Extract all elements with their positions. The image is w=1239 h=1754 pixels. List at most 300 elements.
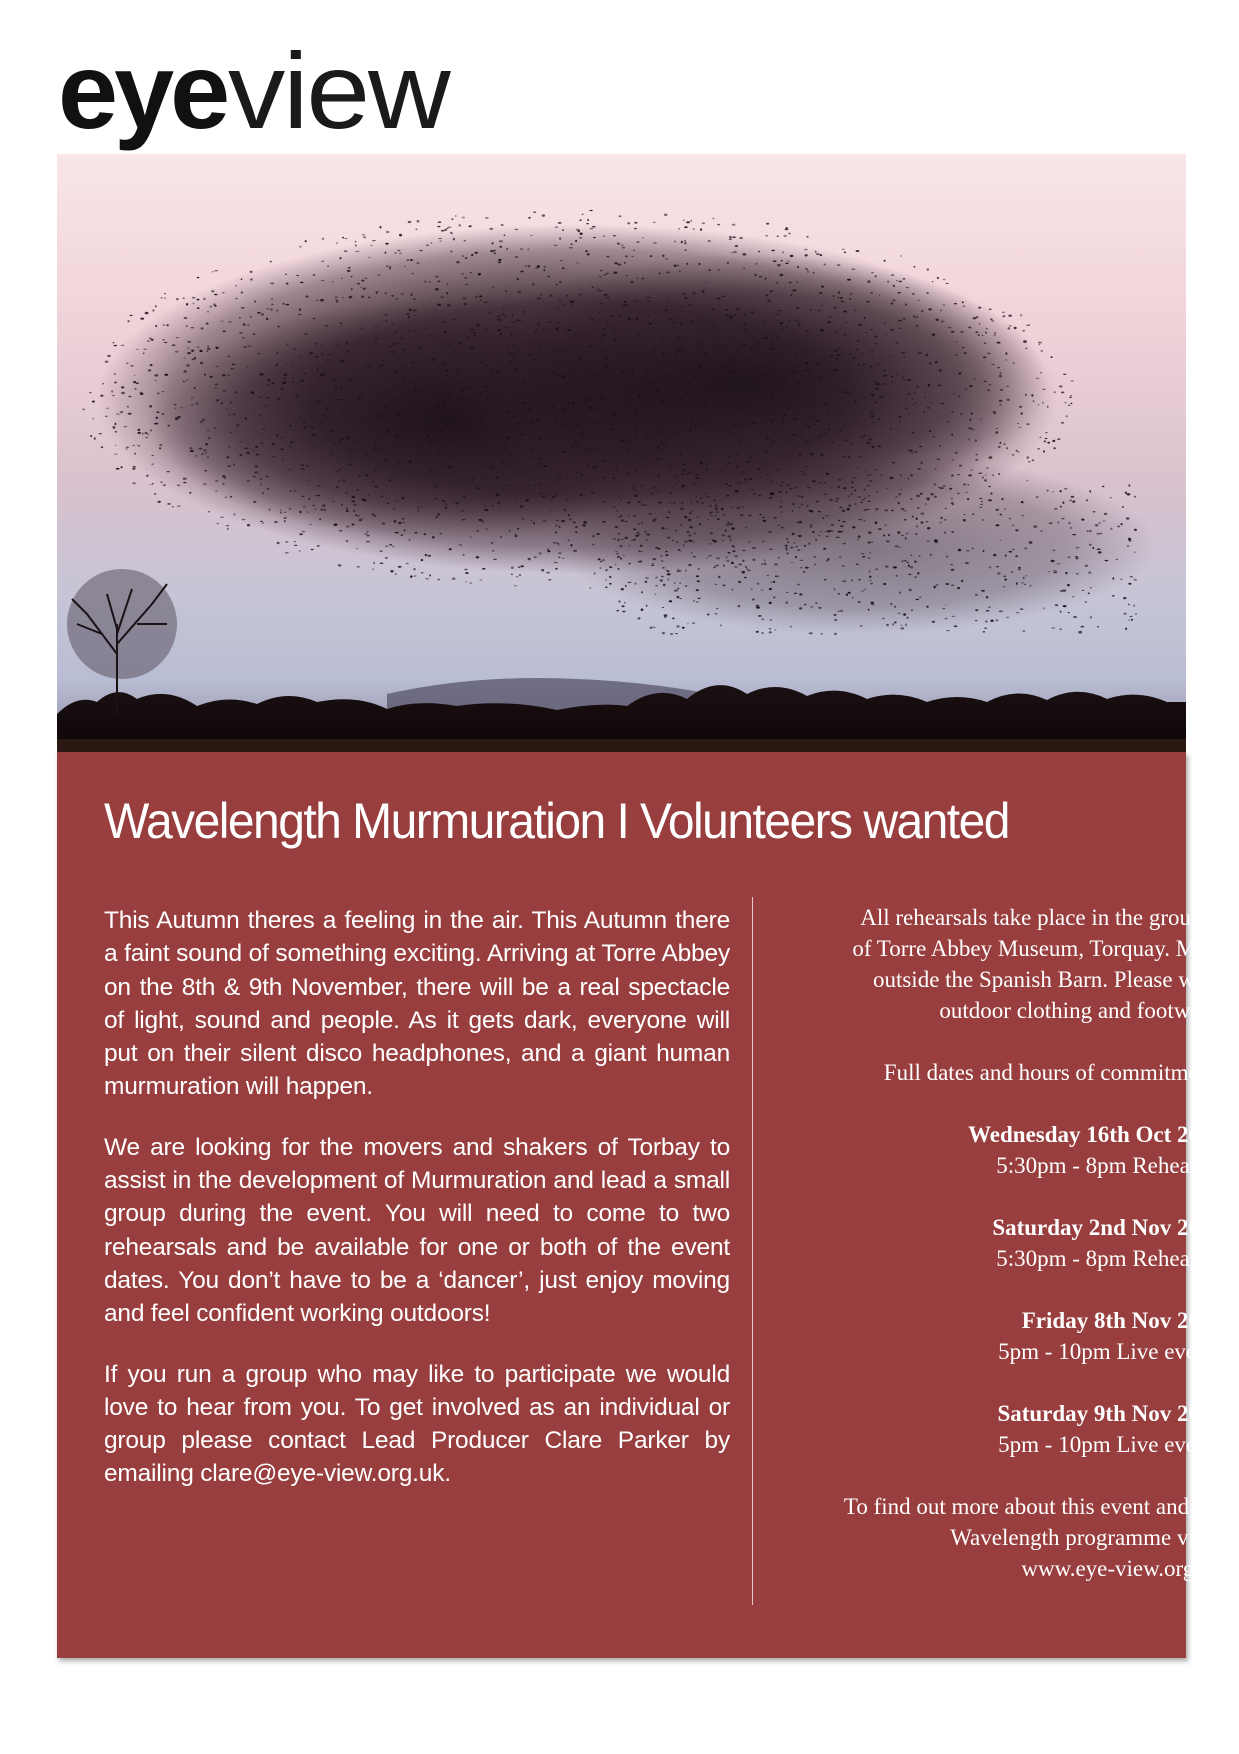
bird-speck xyxy=(878,383,881,385)
bird-speck xyxy=(972,513,974,515)
bird-speck xyxy=(393,508,396,510)
bird-speck xyxy=(870,602,874,604)
bird-speck xyxy=(480,476,482,478)
bird-speck xyxy=(517,319,519,322)
bird-speck xyxy=(494,380,498,381)
bird-speck xyxy=(657,490,660,491)
bird-speck xyxy=(642,377,645,379)
bird-speck xyxy=(633,529,636,531)
bird-speck xyxy=(603,477,605,479)
bird-speck xyxy=(792,434,796,436)
bird-speck xyxy=(884,525,886,526)
bird-speck xyxy=(664,617,666,619)
bird-speck xyxy=(1068,556,1071,558)
bird-speck xyxy=(823,548,826,550)
bird-speck xyxy=(618,533,620,535)
bird-speck xyxy=(298,314,301,315)
bird-speck xyxy=(394,252,396,254)
bird-speck xyxy=(567,407,569,408)
bird-speck xyxy=(865,497,867,499)
bird-speck xyxy=(207,346,209,347)
bird-speck xyxy=(658,459,661,460)
bird-speck xyxy=(552,407,554,409)
bird-speck xyxy=(579,237,583,238)
bird-speck xyxy=(709,512,712,514)
bird-speck xyxy=(148,369,151,371)
bird-speck xyxy=(720,625,722,627)
bird-speck xyxy=(221,402,223,404)
bird-speck xyxy=(1049,522,1053,524)
bird-speck xyxy=(590,228,594,230)
bird-speck xyxy=(520,271,523,273)
bird-speck xyxy=(228,446,230,448)
bird-speck xyxy=(731,507,734,508)
bird-speck xyxy=(421,572,424,574)
bird-speck xyxy=(771,403,773,405)
bird-speck xyxy=(772,440,774,442)
bird-speck xyxy=(1038,404,1040,405)
bird-speck xyxy=(728,535,731,537)
bird-speck xyxy=(777,313,779,315)
bird-speck xyxy=(652,558,656,560)
bird-speck xyxy=(1003,576,1006,578)
bird-speck xyxy=(633,515,635,517)
bird-speck xyxy=(886,624,889,626)
bird-speck xyxy=(603,274,606,276)
bird-speck xyxy=(518,291,521,294)
bird-speck xyxy=(360,328,363,329)
bird-speck xyxy=(769,347,772,350)
bird-speck xyxy=(341,438,344,440)
bird-speck xyxy=(946,421,949,423)
bird-speck xyxy=(1045,438,1048,439)
bird-speck xyxy=(571,426,573,428)
bird-speck xyxy=(837,297,839,298)
bird-speck xyxy=(878,528,881,530)
bird-speck xyxy=(1000,540,1002,541)
bird-speck xyxy=(514,380,516,381)
bird-speck xyxy=(368,257,370,258)
bird-speck xyxy=(317,495,320,496)
bird-speck xyxy=(485,528,488,530)
event-time: 5pm - 10pm Live events xyxy=(998,1339,1223,1364)
bird-speck xyxy=(367,365,370,367)
bird-speck xyxy=(332,501,335,502)
bird-speck xyxy=(147,340,150,342)
bird-speck xyxy=(299,550,301,551)
bird-speck xyxy=(616,510,618,512)
bird-speck xyxy=(325,325,329,326)
bird-speck xyxy=(682,627,685,629)
bird-speck xyxy=(570,369,572,371)
bird-speck xyxy=(1016,582,1018,585)
bird-speck xyxy=(616,610,619,612)
bird-speck xyxy=(584,403,586,405)
bird-speck xyxy=(586,223,589,224)
bird-speck xyxy=(914,451,918,452)
bird-speck xyxy=(927,268,929,270)
bird-speck xyxy=(186,364,190,367)
bird-speck xyxy=(769,628,772,630)
bird-speck xyxy=(443,382,447,383)
bird-speck xyxy=(793,418,797,420)
bird-speck xyxy=(556,375,560,377)
bird-speck xyxy=(535,329,537,330)
bird-speck xyxy=(159,444,162,446)
bird-speck xyxy=(929,362,931,364)
bird-speck xyxy=(340,360,344,362)
bird-speck xyxy=(386,231,390,233)
bird-speck xyxy=(905,624,907,627)
bird-speck xyxy=(568,514,570,516)
bird-speck xyxy=(844,252,846,254)
bird-speck xyxy=(637,561,640,562)
bird-speck xyxy=(1097,626,1099,627)
bird-speck xyxy=(1016,612,1019,613)
bird-speck xyxy=(587,219,589,221)
bird-speck xyxy=(285,552,289,554)
bird-speck xyxy=(461,388,464,390)
bird-speck xyxy=(930,493,933,495)
bird-speck xyxy=(975,331,978,333)
bird-speck xyxy=(710,532,713,534)
bird-speck xyxy=(591,319,594,321)
bird-speck xyxy=(671,392,673,393)
bird-speck xyxy=(348,400,350,401)
bird-speck xyxy=(667,578,669,580)
bird-speck xyxy=(247,480,250,482)
bird-speck xyxy=(455,502,459,504)
bird-speck xyxy=(869,366,872,368)
bird-speck xyxy=(1015,529,1018,531)
bird-speck xyxy=(1128,583,1131,585)
bird-speck xyxy=(631,369,634,371)
bird-speck xyxy=(449,548,452,550)
bird-speck xyxy=(357,283,361,285)
bird-speck xyxy=(257,312,260,314)
bird-speck xyxy=(1018,569,1021,570)
bird-speck xyxy=(437,405,440,407)
bird-speck xyxy=(641,522,643,524)
bird-speck xyxy=(442,403,445,405)
bird-speck xyxy=(140,318,144,320)
bird-speck xyxy=(1071,380,1074,381)
bird-speck xyxy=(851,269,855,270)
bird-speck xyxy=(808,543,810,545)
bird-speck xyxy=(641,504,643,505)
bird-speck xyxy=(1020,314,1022,316)
bird-speck xyxy=(408,316,410,318)
bird-speck xyxy=(792,503,796,505)
bird-speck xyxy=(696,477,700,479)
bird-speck xyxy=(905,537,907,539)
bird-speck xyxy=(625,521,628,522)
bird-speck xyxy=(834,633,837,635)
bird-speck xyxy=(775,576,777,578)
bird-speck xyxy=(962,301,964,303)
bird-speck xyxy=(184,370,187,373)
bird-speck xyxy=(1065,402,1067,403)
bird-speck xyxy=(162,413,164,415)
bird-speck xyxy=(1075,556,1078,557)
bird-speck xyxy=(506,485,508,487)
bird-speck xyxy=(751,489,755,490)
bird-speck xyxy=(809,632,813,634)
bird-speck xyxy=(674,264,677,267)
bird-speck xyxy=(601,460,605,462)
dates-heading: Full dates and hours of commitment: xyxy=(883,1060,1223,1085)
bird-speck xyxy=(581,436,583,438)
bird-speck xyxy=(756,631,759,633)
bird-speck xyxy=(647,315,650,316)
bird-speck xyxy=(498,259,501,261)
bird-speck xyxy=(842,456,846,457)
bird-speck xyxy=(916,495,920,497)
bird-speck xyxy=(159,447,161,449)
bird-speck xyxy=(466,423,468,425)
bird-speck xyxy=(567,373,570,374)
bird-speck xyxy=(381,449,383,450)
bird-speck xyxy=(507,412,510,415)
bird-speck xyxy=(293,348,295,350)
bird-speck xyxy=(385,320,388,321)
bird-speck xyxy=(589,210,592,211)
bird-speck xyxy=(989,566,992,568)
bird-speck xyxy=(567,477,569,479)
bird-speck xyxy=(917,468,921,470)
bird-speck xyxy=(1032,460,1034,462)
bird-speck xyxy=(393,398,395,400)
bird-speck xyxy=(401,349,404,351)
bird-speck xyxy=(759,276,763,277)
bird-speck xyxy=(372,240,376,241)
bird-speck xyxy=(440,296,444,298)
bird-speck xyxy=(451,421,455,422)
bird-speck xyxy=(410,575,413,577)
bird-speck xyxy=(464,277,467,279)
bird-speck xyxy=(1052,491,1054,492)
bird-speck xyxy=(452,456,454,458)
bird-speck xyxy=(795,353,798,355)
bird-speck xyxy=(855,400,857,402)
bird-speck xyxy=(498,329,501,331)
bird-speck xyxy=(357,489,359,491)
bird-speck xyxy=(513,416,515,418)
bird-speck xyxy=(160,481,162,483)
bird-speck xyxy=(375,327,378,328)
bird-speck xyxy=(344,238,347,239)
bird-speck xyxy=(1018,427,1021,428)
bird-speck xyxy=(909,450,913,452)
bird-speck xyxy=(298,356,300,358)
bird-speck xyxy=(808,426,810,428)
bird-speck xyxy=(320,423,324,424)
bird-speck xyxy=(403,412,406,414)
bird-speck xyxy=(796,307,799,309)
bird-speck xyxy=(1047,490,1049,492)
bird-speck xyxy=(863,520,865,522)
bird-speck xyxy=(703,403,706,406)
bird-speck xyxy=(197,307,200,309)
bird-speck xyxy=(561,520,565,522)
bird-speck xyxy=(502,488,504,489)
bird-speck xyxy=(507,437,510,439)
bird-speck xyxy=(793,289,797,291)
bird-speck xyxy=(770,619,773,621)
bird-speck xyxy=(199,448,203,450)
bird-speck xyxy=(651,565,654,566)
bird-speck xyxy=(516,576,519,577)
bird-speck xyxy=(714,540,718,543)
bird-speck xyxy=(960,331,963,332)
bird-speck xyxy=(633,250,636,251)
bird-speck xyxy=(438,238,441,239)
bird-speck xyxy=(527,558,531,560)
bird-speck xyxy=(679,598,681,599)
bird-speck xyxy=(670,633,673,634)
bird-speck xyxy=(294,541,296,542)
bird-speck xyxy=(401,337,404,339)
bird-speck xyxy=(604,294,608,296)
bird-speck xyxy=(515,501,517,502)
bird-speck xyxy=(599,420,602,421)
bird-speck xyxy=(784,414,786,416)
bird-speck xyxy=(696,589,699,591)
bird-speck xyxy=(805,268,807,269)
bird-speck xyxy=(1071,496,1075,498)
bird-speck xyxy=(452,319,456,321)
bird-speck xyxy=(105,361,109,363)
bird-speck xyxy=(713,500,716,501)
bird-speck xyxy=(156,417,158,419)
bird-speck xyxy=(435,288,439,291)
bird-speck xyxy=(697,461,700,463)
bird-speck xyxy=(975,459,978,461)
bird-speck xyxy=(829,499,833,501)
website-link[interactable]: www.eye-view.org.uk xyxy=(1021,1556,1223,1581)
bird-speck xyxy=(867,542,870,544)
bird-speck xyxy=(464,569,467,570)
bird-speck xyxy=(723,584,726,586)
bird-speck xyxy=(912,293,915,294)
bird-speck xyxy=(1081,519,1084,521)
bird-speck xyxy=(815,538,817,541)
bird-speck xyxy=(486,398,488,400)
bird-speck xyxy=(804,604,806,606)
bird-speck xyxy=(1134,579,1137,581)
bird-speck xyxy=(203,483,206,484)
bird-speck xyxy=(944,508,947,509)
bird-speck xyxy=(556,543,559,544)
bird-speck xyxy=(397,342,399,344)
bird-speck xyxy=(639,352,641,354)
bird-speck xyxy=(628,318,631,320)
bird-speck xyxy=(619,408,621,410)
bird-speck xyxy=(787,408,791,409)
bird-speck xyxy=(660,555,662,557)
bird-speck xyxy=(968,427,971,429)
bird-speck xyxy=(1009,551,1012,553)
bird-speck xyxy=(951,475,954,477)
bird-speck xyxy=(975,620,977,621)
bird-speck xyxy=(496,356,498,358)
bird-speck xyxy=(261,313,264,315)
bird-speck xyxy=(555,531,557,533)
bird-speck xyxy=(558,557,561,558)
bird-speck xyxy=(858,496,862,497)
bird-speck xyxy=(732,224,736,226)
bird-speck xyxy=(442,399,445,401)
bird-speck xyxy=(683,293,686,295)
bird-speck xyxy=(1072,534,1076,535)
bird-speck xyxy=(582,524,586,526)
bird-speck xyxy=(721,508,724,510)
bird-speck xyxy=(662,255,664,257)
bird-speck xyxy=(1022,515,1024,516)
bird-speck xyxy=(875,509,877,511)
bird-speck xyxy=(934,539,938,541)
bird-speck xyxy=(830,355,834,357)
bird-speck xyxy=(734,555,738,557)
bird-speck xyxy=(210,306,212,308)
bird-speck xyxy=(701,346,703,347)
bird-speck xyxy=(187,348,189,349)
bird-speck xyxy=(145,312,149,315)
bird-speck xyxy=(1128,604,1130,605)
bird-speck xyxy=(227,456,230,458)
bird-speck xyxy=(810,491,812,492)
bird-speck xyxy=(196,402,199,404)
bird-speck xyxy=(705,493,707,494)
bird-speck xyxy=(1042,402,1044,404)
bird-speck xyxy=(677,588,679,590)
bird-speck xyxy=(854,490,856,492)
bird-speck xyxy=(734,314,737,316)
bird-speck xyxy=(1069,499,1072,501)
bird-speck xyxy=(1006,617,1009,619)
bird-speck xyxy=(215,366,218,368)
bird-speck xyxy=(299,533,302,535)
bird-speck xyxy=(729,315,733,317)
bird-speck xyxy=(576,229,580,231)
bird-speck xyxy=(1105,560,1109,562)
bird-speck xyxy=(121,345,125,346)
bird-speck xyxy=(690,429,692,431)
bird-speck xyxy=(124,426,127,427)
bird-speck xyxy=(805,465,807,467)
bird-speck xyxy=(770,340,772,342)
bird-speck xyxy=(870,412,874,414)
bird-speck xyxy=(764,450,767,452)
bird-speck xyxy=(113,342,115,343)
bird-speck xyxy=(786,552,789,554)
bird-speck xyxy=(1004,443,1006,445)
bird-speck xyxy=(688,534,691,536)
bird-speck xyxy=(433,406,437,407)
bird-speck xyxy=(404,529,406,532)
bird-speck xyxy=(1128,484,1130,486)
bird-speck xyxy=(820,330,824,332)
bird-speck xyxy=(729,236,731,239)
bird-speck xyxy=(102,383,104,385)
bird-speck xyxy=(339,257,341,259)
bird-speck xyxy=(932,621,936,623)
bird-speck xyxy=(1051,560,1055,562)
bird-speck xyxy=(1012,549,1015,551)
bird-speck xyxy=(988,606,990,608)
bird-speck xyxy=(317,485,321,486)
bird-speck xyxy=(447,474,449,476)
